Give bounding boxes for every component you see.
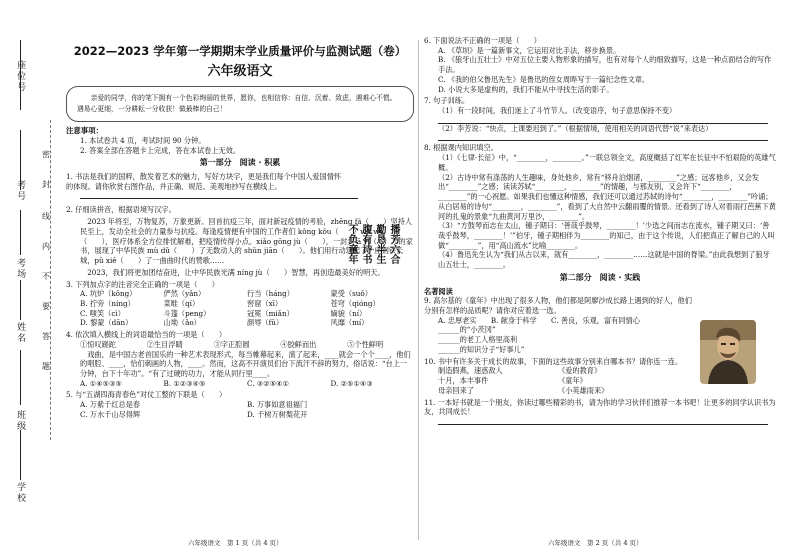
match-left[interactable]: 制造假燕，速惑敌人 [438,366,503,376]
calligraphy-column: 不负童年 [346,224,357,264]
answer-line-q7-1[interactable] [438,116,768,124]
option: 冠冕（miǎn） [247,308,294,318]
option: 颜辱（fǔ） [247,318,284,328]
part1-heading: 第一部分 阅读 · 积累 [199,158,281,168]
name-line [20,280,21,320]
question-2-passage-2: 2023，我们将更加团结奋进，让中华民族光满 níng jù（ ）智慧，再创造最美好的明天。 [87,267,385,277]
question-9-blank[interactable]: ______的“小茨冈” [438,325,496,335]
question-2-passage: 2023 年将至，万物复苏，万象更新。回首抗疫三年，面对新冠疫情的考验，zhēng fá（ ）坚持人民至上，发动全社会的力量参与抗疫。每逢疫情便有中国的工作者们 kǒng kǒu（ ）wú wǔ（ ），医疗体系全方位排忧解难，把疫情传得小点。xiǎo gōng jù（ ），一封封 ā yí（ ）的家书，展现了中华民族 mù dǔ（ ）了无数动人的 shǔn jiān（ ）。他们用行动筑起了一座钢铁长城，pǔ xiě（ ）了一曲曲时代的赞歌…… [80,217,413,266]
question-3: 3. 下列加点字的注音完全正确的一项是（ ） [66,279,219,289]
notice-item: 2. 答案全部在答题卡上完成，答在本试卷上无效。 [80,145,241,155]
option: 苍穹（qióng） [330,298,380,308]
class-field[interactable] [14,410,30,435]
seal-char: 答 [42,332,50,341]
option: 蒙受（suǒ） [330,289,372,299]
calligraphy-artwork [346,224,398,292]
option[interactable]: A. 《草坝》是一篇新事文，它运用对比手法，移步换景。 [438,45,621,55]
option[interactable]: D. ②⑤①④③ [330,378,373,388]
exam-title: 2022—2023 学年第一学期期末学业质量评价与监测试题（卷） [73,44,407,58]
question-5: 5. 与“五湖四海青春色”对仗工整的下联是（ ） [66,390,227,400]
exam-subtitle: 六年级语文 [207,63,273,79]
option[interactable]: A. ①④⑤③⑤ [80,378,122,388]
calligraphy-column: 播芳六合 [388,224,399,264]
option[interactable]: C. 嗤笑（cì） [80,308,125,318]
question-9-options: A. 忠厚老实 B. 献身于科学 C. 善良，乐观，富有同情心 [438,315,640,325]
question-2: 2. 仔细读拼音，根据语境写汉字。 [66,205,176,215]
notice-title: 注意事项： [66,125,103,135]
name-field[interactable] [14,322,30,347]
answer-line-q7-2[interactable] [438,133,768,141]
school-line [20,430,21,480]
question-11: 11. 一本好书就是一个朋友，你读过哪些精彩的书，请为你的学习伙伴们推荐一本书吧！让更多的同学认识书为友，共同成长！ [424,397,776,417]
question-4-passage: 戏曲，是中国古老首国乐的一种艺术表现形式，每当帷幕起来，演了起来，____就会一个个____，他们的唱腔、____，恰们刺画的人物，____。然而，这高不开演员们台下流汗不辞的努力，俗话说：“台上一分钟，台下十年功”。“有了过硬的功力，才能从同行里____。 [80,349,411,378]
calligraphy-column: 腹有诗书 [360,224,371,264]
welcome-box: 亲爱的同学，你的笔下拥有一个色彩绚丽的世界，愿你，也相信你：自信、沉着、致虑，遇难心不慌。遇易心更细，一分耕耘一分收获！做最棒的自己！ [66,86,414,122]
match-right[interactable]: 《小英雄雨来》 [558,385,609,395]
seat-number-line [20,40,21,110]
seal-char: 要 [42,302,50,311]
match-right[interactable]: 《童年》 [558,376,587,386]
match-left[interactable]: 十月，本丰事件 [438,376,489,386]
option: 风靡（mí） [330,318,369,328]
page-1-footer: 六年级语文 第 1 页（共 4 页） [188,539,283,547]
option[interactable]: D. 千树万树梨花开 [247,409,308,419]
question-1: 1. 书法是我们的国粹，散发着艺术的魅力，写好方块字，更是我们每个中国人爱国情怀的体现。请你欣赏右图作品，并正确、规范、美观地抄写在横线上。 [66,172,342,191]
question-9-blank[interactable]: ______的知识分子“好事儿” [438,344,525,354]
option: 山坳（ǎo） [163,318,201,328]
seal-char: 题 [42,362,50,371]
question-9-blank[interactable]: ______的老工人格里高利 [438,335,518,345]
seal-char: 密 [42,150,50,159]
exam-number-label: 考号 [15,180,26,202]
question-7-1: （1）有一段时间，我们迷上了斗竹节人。（改变语序，句子意思保持不变） [438,106,677,116]
option: 俨然（yǎn） [163,289,206,299]
option[interactable]: C. ③②⑤④① [247,378,290,388]
question-3-options [66,289,414,328]
seal-dashed-line [50,120,60,440]
question-8-4: （4）鲁迅先生认为“我们从古以来，就有________，________……这就是中国的脊梁。”由此我想到了狼牙山五壮士，________。 [438,250,770,270]
seal-char: 不 [42,272,50,281]
notice-item: 1. 本试卷共 4 页，考试时间 90 分钟。 [80,135,206,145]
option[interactable]: A. 万紫千红总是春 [80,400,141,410]
seal-char: 封 [42,180,50,189]
question-4-words [66,340,414,350]
word: ③字正腔圆 [213,339,250,349]
exam-room-line [20,210,21,255]
word: ②生目浮睛 [146,339,183,349]
question-4: 4. 依次填入横线上的词语最恰当的一项是（ ） [66,330,227,340]
exam-room-field[interactable] [14,258,30,283]
page-divider [418,40,419,540]
name-label: 姓名 [15,322,26,344]
page-2-footer: 六年级语文 第 2 页（共 4 页） [548,539,643,547]
option[interactable]: D. 黎蒙（dān） [80,318,133,328]
seat-number-label: 座位号 [15,60,26,93]
question-7-2: （2）李芳说：“快点，上课要迟到了。”（根据情境，使用相关的词语代替“说”来表达） [438,123,713,133]
option: 窖窟（xī） [247,298,283,308]
question-8-1: （1）《七律·长征》中，“________，________。”一联总领全文，高度概括了红军在长征中不怕艰险的英雄气概。 [438,153,776,172]
school-label: 学校 [15,482,26,504]
match-left[interactable]: 母亲回来了 [438,385,474,395]
word: ①惊叹蹉跎 [80,339,116,349]
word: ④胶鲜而出 [280,339,317,349]
option[interactable]: B. 《狼牙山五壮士》中对五位主要人物形象的描写，也有对每个人的细致描写，这是一种点面结合的写作手法。 [438,55,772,75]
seat-number-field[interactable] [14,60,30,96]
exam-room-label: 考场 [15,258,26,280]
question-6: 6. 下面说法不正确的一项是（ ） [424,36,541,45]
question-8-2: （2）古诗中常有涤荡的人生趣味，身处他乡，常有“移舟泊烟渚，________”之感；远客他乡，又会发出“________”之感；读读苏轼“________，________”的情趣，与那友别，又会许下“________，________”的一心祝愿。如果我们也懂这种情感，我们还可以通过苏轼的诗句“________，________”吟诵；从白居易的诗句“________，________”，看到了大自然中云翻雨覆的情景。还看到了诗人对着雨打芭蕉下黄河的扎鬼的景象“九曲黄河万里沙，________”。 [438,172,776,221]
word: ⑤个性鲜明 [347,339,384,349]
option[interactable]: C. 《我的伯父鲁迅先生》是鲁迅的侄女周晔写于一篇纪念性文章。 [438,74,650,84]
calligraphy-column: 勤恳半生 [374,224,385,264]
seal-char: 内 [42,242,50,251]
question-10: 10. 书中有许多关于成长的故事，下面的这些故事分别来自哪本书？请你连一连。 [424,356,683,366]
class-line [20,350,21,405]
option[interactable]: B. ①②③④⑤ [163,378,206,388]
school-field[interactable] [14,482,30,507]
option[interactable]: A. 坑炉（kōng） [80,289,137,299]
class-label: 班级 [15,410,26,432]
author-portrait [700,320,756,384]
question-5-options [66,400,414,419]
question-7: 7. 句子训练。 [424,96,470,106]
option[interactable]: D. 小说大多是虚构的，我们不能从中寻找生活的影子。 [438,84,614,94]
question-8: 8. 根据课内知识填空。 [424,143,498,153]
seal-char: 线 [42,212,50,221]
question-9: 9. 高尔基的《童年》中出现了很多人物，他们都是阿廖沙成长路上遇到的好人，他们分别有怎样的品质呢？请你对应着选一选。 [424,296,692,316]
part2-heading: 第二部分 阅读 · 实践 [559,272,641,282]
answer-line-q11[interactable] [438,417,768,425]
question-4-options [66,379,414,389]
option: 菜畦（qí） [163,298,200,308]
exam-number-line [20,130,21,190]
exam-number-field[interactable] [14,180,30,205]
answer-line-q1[interactable] [80,191,358,199]
option[interactable]: B. 万事如意祖福门 [247,400,308,410]
option: 斗篷（peng） [163,308,211,318]
binding-margin [0,0,62,560]
part2-subheading: 名著阅读 [424,286,453,296]
match-right[interactable]: 《爱的教育》 [558,366,602,376]
option: 行当（háng） [247,289,294,299]
option: 嫡貌（ní） [330,308,367,318]
option[interactable]: C. 万水千山尽得辉 [80,409,141,419]
question-8-3: （3）“方鼓琴而志在太山，锺子期曰：‘善哉乎鼓琴，________！’少选之间而志在流水，锺子期又曰：‘善哉乎鼓琴，________！’”伯牙，锺子期相伴为________的知己，由于这个传说，人们把真正了解自己的人叫做“________”，用“高山流水”比喻________。 [438,221,775,250]
option[interactable]: B. 拧旁（níng） [80,298,135,308]
